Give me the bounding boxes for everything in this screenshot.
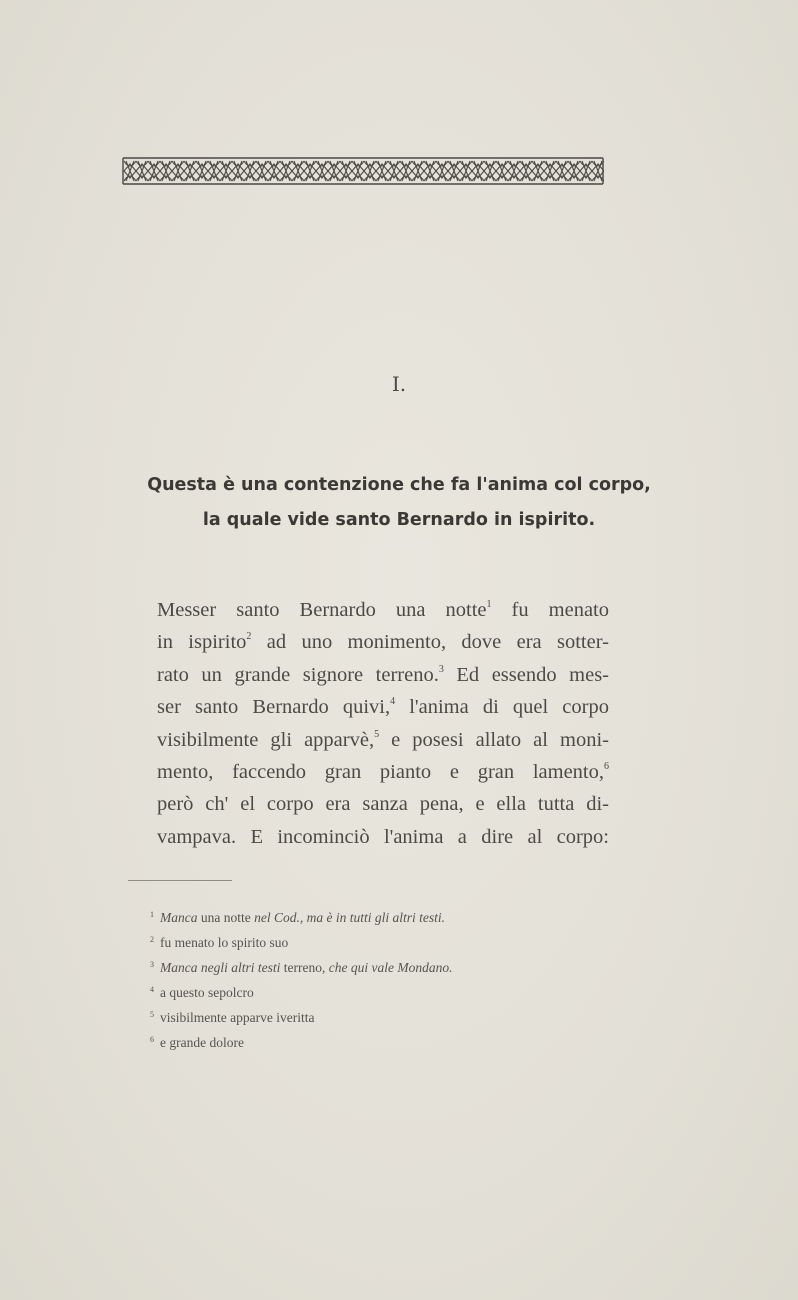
body-line-text: mento, faccendo gran pianto e gran lamento, <box>157 760 604 783</box>
footnote-text: terreno, <box>280 960 329 975</box>
body-line <box>157 724 609 756</box>
footnote-number: 2 <box>150 935 154 944</box>
footnotes <box>150 904 620 1054</box>
body-line <box>157 788 609 820</box>
body-text <box>157 594 609 853</box>
body-line-text: ad uno monimento, dove era sotter- <box>251 631 609 654</box>
footnote-text: che qui vale Mondano. <box>328 960 453 975</box>
footnote-number: 3 <box>150 960 154 969</box>
footnote-number: 6 <box>150 1035 154 1044</box>
footnote-text: e grande dolore <box>160 1035 244 1050</box>
footnote <box>150 954 620 979</box>
heading-line-1: Questa è una contenzione che fa l'anima col corpo, <box>147 475 651 495</box>
footnote-reference: 2 <box>246 631 252 643</box>
footnote-reference: 4 <box>390 696 396 708</box>
body-line-text: rato un grande signore terreno. <box>157 663 439 686</box>
footnote-number: 5 <box>150 1010 154 1019</box>
footnote <box>150 1029 620 1054</box>
footnote-divider <box>128 880 232 881</box>
decorative-border-ornament <box>122 157 604 185</box>
heading-line-2: la quale vide santo Bernardo in ispirito. <box>202 510 596 530</box>
body-line-text: però ch' el corpo era sanza pena, e ella tutta di- <box>157 793 609 816</box>
body-line <box>157 821 609 853</box>
footnote-reference: 5 <box>374 728 380 740</box>
footnote <box>150 1004 620 1029</box>
body-line-text: visibilmente gli apparvè, <box>157 728 375 751</box>
footnote <box>150 904 620 929</box>
footnote-text: visibilmente apparve iveritta <box>160 1010 315 1025</box>
footnote-number: 4 <box>150 985 154 994</box>
body-line-text: Ed essendo mes- <box>443 663 609 686</box>
body-line-text: e posesi allato al moni- <box>379 728 609 751</box>
body-line-text: Messer santo Bernardo una notte <box>157 599 487 621</box>
body-line-text: in ispirito <box>157 631 247 654</box>
body-line-text: fu menato <box>491 599 609 621</box>
footnote-text: Manca negli altri testi <box>160 960 281 975</box>
body-line-text: vampava. E incominciò l'anima a dire al corpo: <box>157 825 609 848</box>
body-line <box>157 756 609 788</box>
chapter-number: I. <box>391 372 407 396</box>
footnote-text: Manca <box>160 910 198 925</box>
footnote-reference: 1 <box>486 599 492 610</box>
footnote-text: a questo sepolcro <box>160 985 254 1000</box>
body-line-text: ser santo Bernardo quivi, <box>157 696 391 719</box>
footnote <box>150 979 620 1004</box>
footnote <box>150 929 620 954</box>
body-line-text: l'anima di quel corpo <box>395 696 609 719</box>
chapter-heading <box>100 468 698 538</box>
footnote-reference: 3 <box>438 663 444 675</box>
body-line <box>157 594 609 626</box>
body-line <box>157 626 609 658</box>
body-line <box>157 659 609 691</box>
footnote-text: fu menato lo spirito suo <box>160 935 289 950</box>
body-line <box>157 691 609 723</box>
footnote-number: 1 <box>150 910 154 919</box>
footnote-text: una notte <box>197 910 255 925</box>
footnote-reference: 6 <box>604 760 609 772</box>
footnote-text: nel Cod., ma è in tutti gli altri testi. <box>254 910 445 925</box>
